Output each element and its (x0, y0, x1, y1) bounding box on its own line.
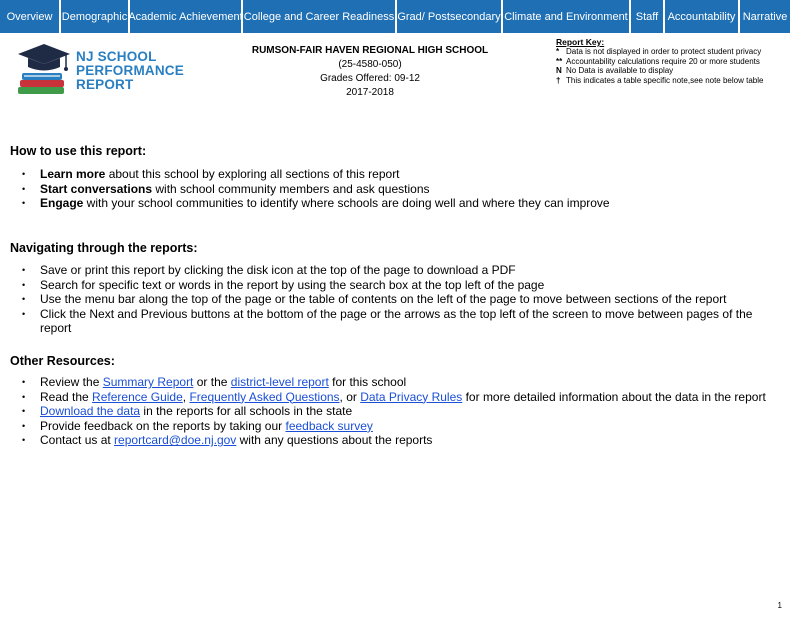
list-item (22, 196, 782, 211)
nav-climate-environment[interactable]: Climate and Environment (503, 0, 629, 33)
list-item (22, 375, 782, 390)
list-item-text: with your school communities to identify where schools are doing well and where they can improve (83, 196, 610, 211)
download-data-link[interactable]: Download the data (40, 404, 141, 419)
text: Read the (40, 389, 93, 404)
school-name: RUMSON-FAIR HAVEN REGIONAL HIGH SCHOOL (251, 45, 489, 56)
list-item-bold: Engage (40, 196, 84, 211)
feedback-survey-link[interactable]: feedback survey (285, 418, 373, 433)
school-code: (25-4580-050) (338, 59, 402, 70)
report-key-title: Report Key: (556, 37, 605, 47)
report-key-item (556, 47, 796, 56)
list-item: • Use the menu bar along the top of the page or the table of contents on the left of the page to move between sections of the report (22, 292, 782, 307)
list-item (22, 419, 782, 434)
nav-accountability[interactable]: Accountability (665, 0, 738, 33)
key-symbol: N (556, 66, 562, 76)
key-text: No Data is available to display (566, 66, 674, 76)
navigating-heading: Navigating through the reports: (10, 241, 198, 255)
top-menu-bar (0, 0, 800, 33)
school-header (210, 44, 530, 100)
text: or the (193, 375, 231, 389)
list-item-text: about this school by exploring all sections of this report (105, 167, 400, 181)
text: Review the (40, 375, 103, 389)
list-item (22, 390, 782, 405)
logo-line-3: REPORT (76, 77, 134, 92)
graduation-cap-books-icon (14, 40, 74, 100)
list-item-text: with school community members and ask questions (152, 181, 430, 196)
text: in the reports for all schools in the state (140, 404, 353, 419)
list-item (22, 404, 782, 419)
faq-link[interactable]: Frequently Asked Questions (189, 389, 340, 404)
list-item: • Save or print this report by clicking the disk icon at the top of the page to download a PDF (22, 263, 782, 278)
nav-academic-achievement[interactable]: Academic Achievement (130, 0, 241, 33)
how-to-use-heading: How to use this report: (10, 144, 147, 158)
contact-email-link[interactable]: reportcard@doe.nj.gov (114, 433, 237, 448)
key-symbol: * (556, 47, 560, 57)
nav-college-career-readiness[interactable]: College and Career Readiness (243, 0, 395, 33)
logo-text (76, 50, 184, 92)
text: with any questions about the reports (236, 433, 433, 448)
reference-guide-link[interactable]: Reference Guide (92, 389, 183, 404)
key-text: Data is not displayed in order to protect student privacy (566, 47, 762, 57)
data-privacy-rules-link[interactable]: Data Privacy Rules (360, 389, 463, 404)
key-text: This indicates a table specific note,see note below table (566, 75, 764, 85)
text: Provide feedback on the reports by taking our (40, 418, 286, 433)
nav-demographic[interactable]: Demographic (61, 0, 128, 33)
logo-line-2: PERFORMANCE (76, 63, 184, 78)
report-key (556, 38, 796, 85)
how-to-use-list (22, 167, 782, 211)
report-key-item (556, 76, 796, 85)
grades-offered: Grades Offered: 09-12 (320, 73, 420, 84)
list-item (22, 167, 782, 182)
logo-line-1: NJ SCHOOL (76, 49, 157, 64)
page-number: 1 (777, 601, 782, 610)
district-level-report-link[interactable]: district-level report (230, 375, 329, 389)
nav-grad-postsecondary[interactable]: Grad/ Postsecondary (397, 0, 501, 33)
text: , or (339, 389, 361, 404)
key-text: Accountability calculations require 20 or more students (566, 56, 760, 66)
nav-narrative[interactable]: Narrative (740, 0, 790, 33)
nav-staff[interactable]: Staff (631, 0, 663, 33)
key-symbol: ** (556, 56, 563, 66)
report-key-item (556, 66, 796, 75)
text: for this school (328, 375, 407, 389)
nj-school-performance-report-logo (14, 40, 189, 100)
other-resources-heading: Other Resources: (10, 354, 115, 368)
list-item (22, 182, 782, 197)
list-item: • Search for specific text or words in the report by using the search box at the top left of the page (22, 278, 782, 293)
school-year: 2017-2018 (346, 87, 394, 98)
summary-report-link[interactable]: Summary Report (102, 375, 194, 389)
report-key-item (556, 57, 796, 66)
list-item: • Click the Next and Previous buttons at the bottom of the page or the arrows as the top left of the screen to move between pages of the report (22, 307, 782, 336)
key-symbol: † (556, 75, 561, 85)
navigating-list (22, 263, 782, 336)
list-item-bold: Start conversations (40, 181, 153, 196)
text: Contact us at (40, 433, 115, 448)
other-resources-list (22, 375, 782, 448)
text: , (182, 389, 190, 404)
text: for more detailed information about the data in the report (462, 389, 766, 404)
list-item (22, 433, 782, 448)
list-item-bold: Learn more (40, 167, 106, 181)
nav-overview[interactable]: Overview (0, 0, 59, 33)
